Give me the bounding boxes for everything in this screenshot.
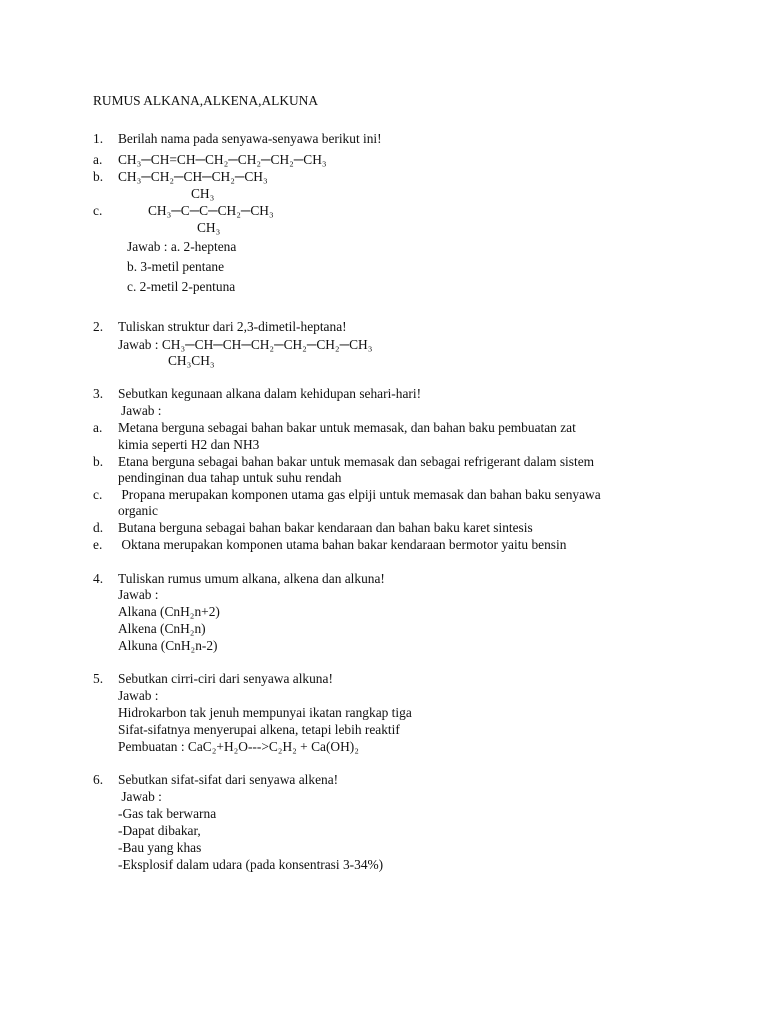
q1-c-formula: CH₃─C─C─CH₂─CH₃ — [148, 203, 274, 218]
q1-a-formula: CH₃─CH=CH─CH₂─CH₂─CH₂─CH₃ — [118, 152, 327, 167]
q2-branch: CH₃CH₃ — [168, 353, 215, 368]
q5-line-2: Sifat-sifatnya menyerupai alkena, tetapi lebih reaktif — [118, 722, 400, 737]
q6-line-4: -Eksplosif dalam udara (pada konsentrasi 3-34%) — [118, 857, 384, 872]
q6-number: 6. — [93, 772, 104, 787]
q3-item-b-line1: Etana berguna sebagai bahan bakar untuk memasak dan sebagai refrigerant dalam sistem — [118, 454, 595, 469]
q6-line-1: -Gas tak berwarna — [118, 806, 217, 821]
q3-jawab: Jawab : — [121, 403, 162, 418]
q3-item-c-line1: Propana merupakan komponen utama gas elpiji untuk memasak dan bahan baku senyawa — [118, 487, 601, 502]
q2-answer: Jawab : CH₃─CH─CH─CH₂─CH₂─CH₂─CH₃ — [118, 337, 373, 352]
q6-line-3: -Bau yang khas — [118, 840, 202, 855]
q5-line-1: Hidrokarbon tak jenuh mempunyai ikatan rangkap tiga — [118, 705, 412, 720]
q1-b-label: b. — [93, 169, 104, 184]
q3-item-b-label: b. — [93, 454, 104, 469]
q3-item-a-label: a. — [93, 420, 103, 435]
page-title: RUMUS ALKANA,ALKENA,ALKUNA — [93, 93, 319, 108]
q1-b-branch: CH₃ — [191, 186, 215, 201]
q3-item-d-label: d. — [93, 520, 104, 535]
q5-line-3: Pembuatan : CaC₂+H₂O--->C₂H₂ + Ca(OH)₂ — [118, 739, 359, 754]
q1-answer-b: b. 3-metil pentane — [127, 259, 225, 274]
q1-answer-c: c. 2-metil 2-pentuna — [127, 279, 236, 294]
q3-item-e-line1: Oktana merupakan komponen utama bahan bakar kendaraan bermotor yaitu bensin — [118, 537, 567, 552]
q3-item-c-line2: organic — [118, 503, 158, 518]
q4-line-alkuna: Alkuna (CnH₂n-2) — [118, 638, 218, 653]
q2-number: 2. — [93, 319, 104, 334]
q6-jawab: Jawab : — [118, 789, 162, 804]
q3-item-c-label: c. — [93, 487, 103, 502]
q3-item-e-label: e. — [93, 537, 103, 552]
q2-question: Tuliskan struktur dari 2,3-dimetil-heptana! — [118, 319, 347, 334]
q4-number: 4. — [93, 571, 104, 586]
q4-question: Tuliskan rumus umum alkana, alkena dan alkuna! — [118, 571, 385, 586]
q4-line-alkena: Alkena (CnH₂n) — [118, 621, 206, 636]
q5-jawab: Jawab : — [118, 688, 159, 703]
q1-c-label: c. — [93, 203, 103, 218]
q5-number: 5. — [93, 671, 104, 686]
q3-item-d-line1: Butana berguna sebagai bahan bakar kendaraan dan bahan baku karet sintesis — [118, 520, 533, 535]
q3-item-a-line2: kimia seperti H2 dan NH3 — [118, 437, 260, 452]
q3-question: Sebutkan kegunaan alkana dalam kehidupan sehari-hari! — [118, 386, 422, 401]
q4-line-alkana: Alkana (CnH₂n+2) — [118, 604, 220, 619]
q6-line-2: -Dapat dibakar, — [118, 823, 201, 838]
q1-question: Berilah nama pada senyawa-senyawa berikut ini! — [118, 131, 382, 146]
q1-c-branch: CH₃ — [197, 220, 221, 235]
q4-jawab: Jawab : — [118, 587, 159, 602]
q3-item-a-line1: Metana berguna sebagai bahan bakar untuk memasak, dan bahan baku pembuatan zat — [118, 420, 576, 435]
q1-answer-a: Jawab : a. 2-heptena — [127, 239, 237, 254]
q3-item-b-line2: pendinginan dua tahap untuk suhu rendah — [118, 470, 342, 485]
q1-b-formula: CH₃─CH₂─CH─CH₂─CH₃ — [118, 169, 268, 184]
q5-question: Sebutkan cirri-ciri dari senyawa alkuna! — [118, 671, 333, 686]
q1-a-label: a. — [93, 152, 103, 167]
q3-number: 3. — [93, 386, 104, 401]
q6-question: Sebutkan sifat-sifat dari senyawa alkena! — [118, 772, 339, 787]
q1-number: 1. — [93, 131, 104, 146]
